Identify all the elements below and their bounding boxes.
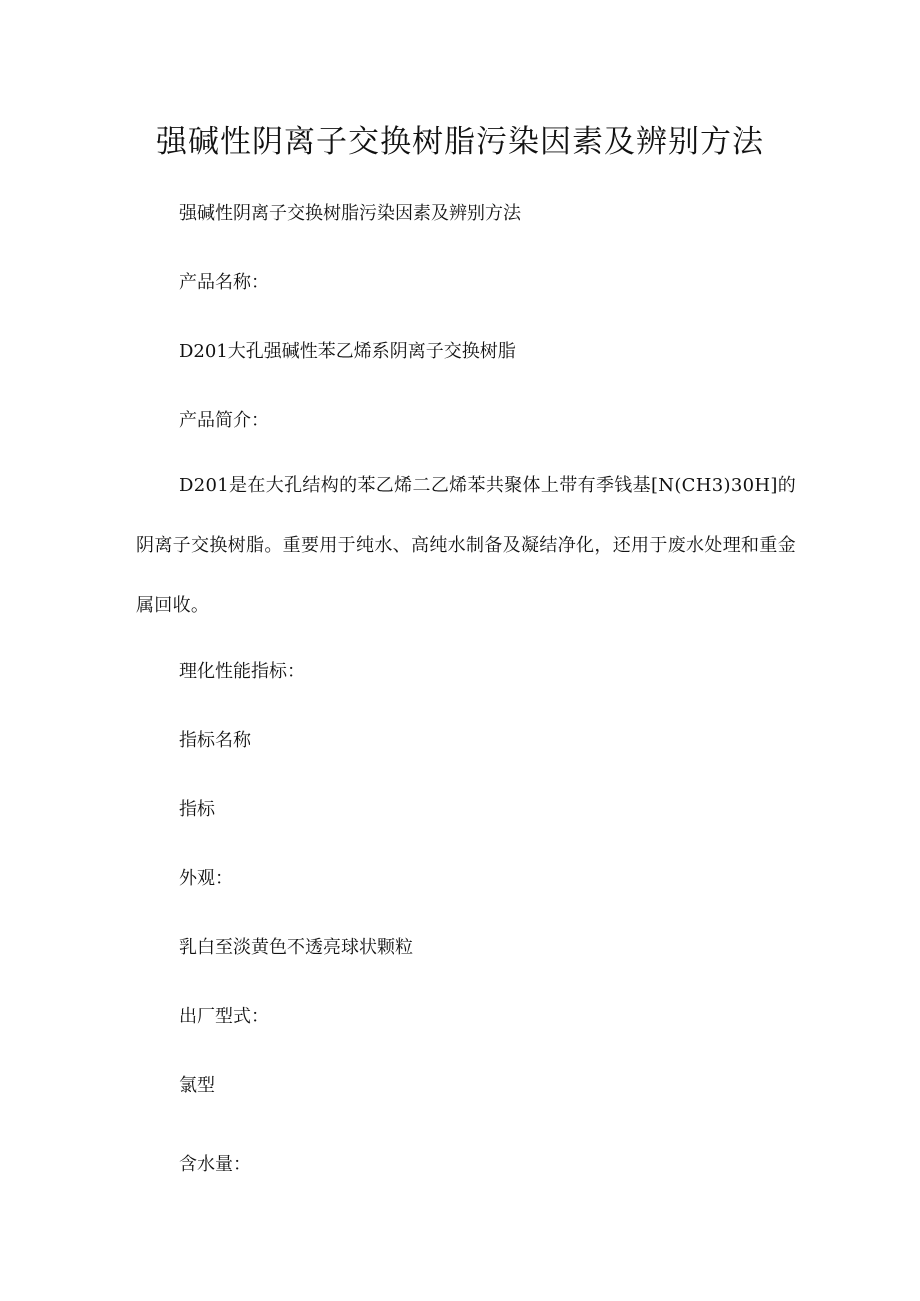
appearance-label: 外观： [179,868,233,889]
product-intro-text: D201是在大孔结构的苯乙烯二乙烯苯共聚体上带有季钱基[N(CH3)30H]的阴离子交换树脂。重要用于纯水、高纯水制备及凝结净化，还用于废水处理和重金属回收。 [136,475,796,616]
physchem-label: 理化性能指标： [179,661,305,682]
product-name-value: D201大孔强碱性苯乙烯系阴离子交换树脂 [179,341,516,362]
factory-form-label: 出厂型式： [179,1006,269,1027]
index-header: 指标 [179,799,215,820]
water-content-label: 含水量： [179,1154,251,1175]
appearance-value: 乳白至淡黄色不透亮球状颗粒 [179,937,413,958]
product-intro-label: 产品简介： [179,410,269,431]
factory-form-value: 氯型 [179,1075,215,1096]
subtitle-paragraph: 强碱性阴离子交换树脂污染因素及辨别方法 [179,203,521,224]
document-title: 强碱性阴离子交换树脂污染因素及辨别方法 [156,124,764,160]
product-name-label: 产品名称： [179,272,269,293]
index-name-header: 指标名称 [179,730,251,751]
